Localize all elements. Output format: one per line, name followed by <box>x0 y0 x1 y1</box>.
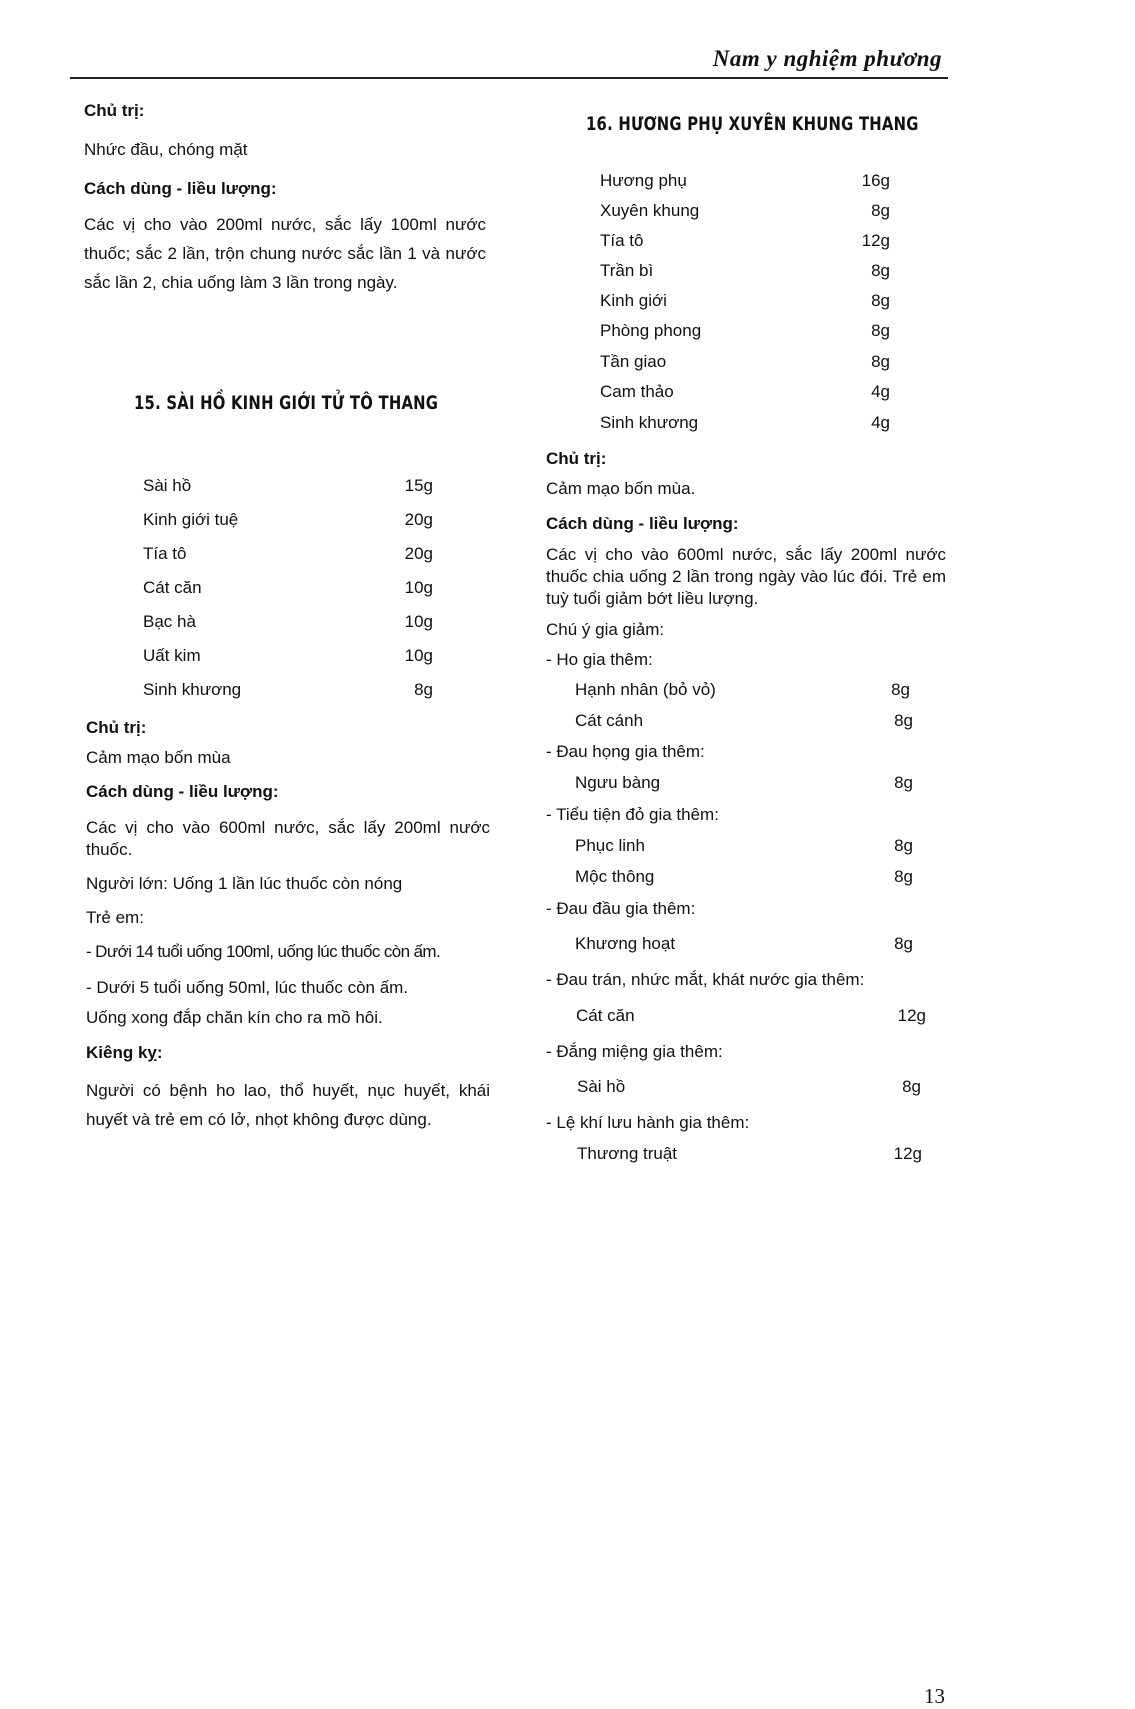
modification-item <box>577 1077 921 1101</box>
ingredient-name: Sài hồ <box>143 476 192 495</box>
ingredient-name: Uất kim <box>143 646 201 665</box>
modification-condition: - Lệ khí lưu hành gia thêm: <box>546 1113 750 1132</box>
modification-item <box>575 680 910 704</box>
modification-item <box>576 1006 926 1030</box>
ingredient-name: Trần bì <box>600 261 654 280</box>
ingredient-qty: 8g <box>894 836 913 855</box>
ingredient-name: Hương phụ <box>600 171 687 190</box>
ingredient-qty: 10g <box>404 646 433 665</box>
ingredient-qty: 8g <box>871 291 890 310</box>
recipe-15-cach-dung-label: Cách dùng - liều lượng: <box>86 782 279 801</box>
header-rule <box>70 77 948 79</box>
ingredient-name: Bạc hà <box>143 612 196 631</box>
ingredient-qty: 15g <box>404 476 433 495</box>
modification-item <box>575 773 913 797</box>
recipe-16-chu-tri-text: Cảm mạo bốn mùa. <box>546 479 696 498</box>
recipe-16-cach-dung-label: Cách dùng - liều lượng: <box>546 514 739 533</box>
ingredient-qty: 10g <box>404 612 433 631</box>
ingredient-name: Sinh khương <box>600 413 699 432</box>
modification-condition: - Ho gia thêm: <box>546 650 653 669</box>
recipe-15-duoi-14: - Dưới 14 tuổi uống 100ml, uống lúc thuốc còn ấm. <box>86 942 441 961</box>
recipe-15-uong-xong: Uống xong đắp chăn kín cho ra mồ hôi. <box>86 1008 383 1027</box>
modification-condition: - Đau đầu gia thêm: <box>546 899 696 918</box>
ingredient-qty: 8g <box>894 711 913 730</box>
ingredient-name: Phục linh <box>575 836 645 855</box>
ingredient-qty: 4g <box>871 382 890 401</box>
ingredient-name: Mộc thông <box>575 867 655 886</box>
ingredient-qty: 10g <box>404 578 433 597</box>
chu-tri-label: Chủ trị: <box>84 101 145 120</box>
ingredient-qty: 8g <box>871 261 890 280</box>
recipe-15-tre-em: Trẻ em: <box>86 908 144 927</box>
chu-tri-text: Nhức đầu, chóng mặt <box>84 140 248 159</box>
recipe-15-title: 15. SÀI HỒ KINH GIỚI TỬ TÔ THANG <box>134 392 439 414</box>
ingredient-qty: 16g <box>861 171 890 190</box>
ingredient-name: Sài hồ <box>577 1077 626 1096</box>
ingredient-qty: 8g <box>871 321 890 340</box>
modification-condition: - Đau trán, nhức mắt, khát nước gia thêm: <box>546 970 865 989</box>
ingredient-name: Cam thảo <box>600 382 674 401</box>
ingredient-name: Hạnh nhân (bỏ vỏ) <box>575 680 716 699</box>
modification-condition: - Tiểu tiện đỏ gia thêm: <box>546 805 719 824</box>
cach-dung-text: Các vị cho vào 200ml nước, sắc lấy 100ml nước thuốc; sắc 2 lần, trộn chung nước sắc lần 1 và nước sắc lần 2, chia uống làm 3 lần trong ngày. <box>84 215 486 292</box>
recipe-16-cach-dung-text: Các vị cho vào 600ml nước, sắc lấy 200ml nước thuốc chia uống 2 lần trong ngày vào lúc đói. Trẻ em tuỳ tuổi giảm bớt liều lượng. <box>546 545 946 608</box>
recipe-15-cach-dung-text: Các vị cho vào 600ml nước, sắc lấy 200ml nước thuốc. <box>86 818 490 859</box>
ingredient-qty: 8g <box>891 680 910 699</box>
modification-item <box>575 711 913 735</box>
ingredient-name: Cát căn <box>576 1006 635 1025</box>
recipe-15-nguoi-lon: Người lớn: Uống 1 lần lúc thuốc còn nóng <box>86 874 403 893</box>
ingredient-name: Tần giao <box>600 352 667 371</box>
ingredient-qty: 12g <box>897 1006 926 1025</box>
ingredient-name: Kinh giới <box>600 291 667 310</box>
recipe-15-duoi-5: - Dưới 5 tuổi uống 50ml, lúc thuốc còn ấm. <box>86 978 409 997</box>
ingredient-qty: 8g <box>894 934 913 953</box>
modification-item <box>575 934 913 958</box>
modification-item <box>575 867 913 891</box>
recipe-16-chu-tri-label: Chủ trị: <box>546 449 607 468</box>
ingredient-qty: 8g <box>902 1077 921 1096</box>
ingredient-qty: 12g <box>893 1144 922 1163</box>
ingredient-qty: 8g <box>414 680 433 699</box>
ingredient-qty: 4g <box>871 413 890 432</box>
ingredient-qty: 8g <box>871 352 890 371</box>
cach-dung-label: Cách dùng - liều lượng: <box>84 179 277 198</box>
recipe-15-chu-tri-text: Cảm mạo bốn mùa <box>86 748 231 767</box>
recipe-15-chu-tri-label: Chủ trị: <box>86 718 147 737</box>
ingredient-name: Ngưu bàng <box>575 773 661 792</box>
modification-item <box>577 1144 922 1168</box>
ingredient-qty: 8g <box>894 867 913 886</box>
modification-condition: - Đắng miệng gia thêm: <box>546 1042 723 1061</box>
modification-condition: - Đau họng gia thêm: <box>546 742 705 761</box>
recipe-16-chu-y: Chú ý gia giảm: <box>546 620 665 639</box>
ingredient-name: Cát cánh <box>575 711 644 730</box>
ingredient-qty: 20g <box>404 510 433 529</box>
ingredient-name: Phòng phong <box>600 321 702 340</box>
recipe-16-title: 16. HƯƠNG PHỤ XUYÊN KHUNG THANG <box>586 113 919 135</box>
recipe-15-kieng-ky-text: Người có bệnh ho lao, thổ huyết, nục huyết, khái huyết và trẻ em có lở, nhọt không được dùng. <box>86 1081 490 1129</box>
modification-item <box>575 836 913 860</box>
ingredient-name: Kinh giới tuệ <box>143 510 239 529</box>
ingredient-qty: 8g <box>871 201 890 220</box>
ingredient-name: Cát căn <box>143 578 202 597</box>
page-header-title: Nam y nghiệm phương <box>712 46 942 71</box>
page-number: 13 <box>924 1684 945 1708</box>
ingredient-name: Khương hoạt <box>575 934 676 953</box>
ingredient-name: Tía tô <box>600 231 644 250</box>
ingredient-qty: 8g <box>894 773 913 792</box>
ingredient-qty: 12g <box>861 231 890 250</box>
recipe-15-kieng-ky-label: Kiêng kỵ: <box>86 1043 163 1062</box>
ingredient-name: Xuyên khung <box>600 201 700 220</box>
ingredient-name: Sinh khương <box>143 680 242 699</box>
ingredient-name: Tía tô <box>143 544 187 563</box>
ingredient-qty: 20g <box>404 544 433 563</box>
ingredient-name: Thương truật <box>577 1144 678 1163</box>
